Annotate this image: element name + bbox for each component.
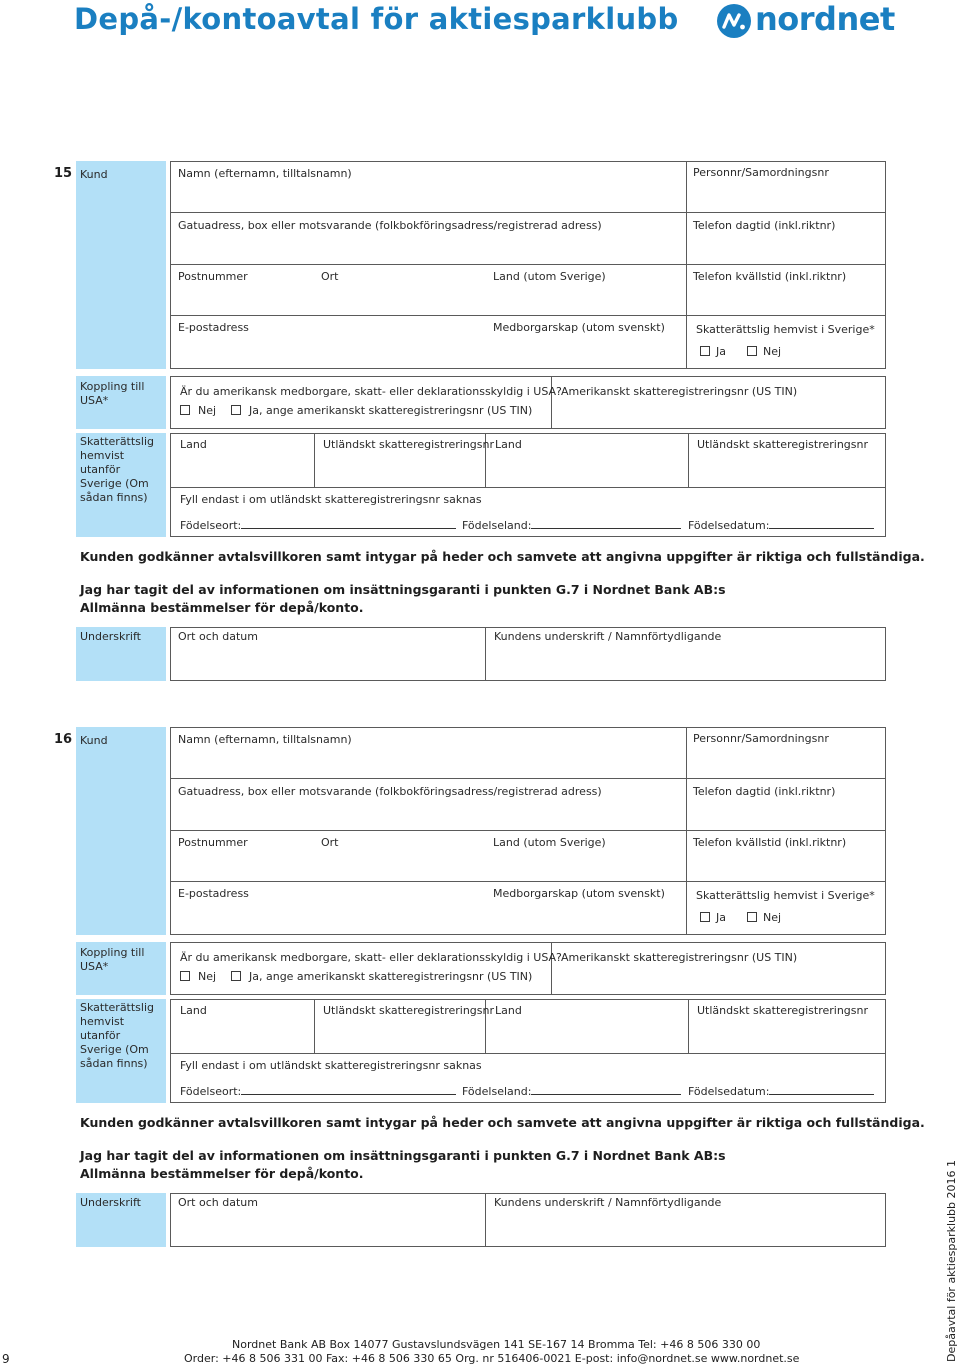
- foreign-land-1-field[interactable]: Land: [180, 1004, 207, 1017]
- usa-question: Är du amerikansk medborgare, skatt- eller deklarationsskyldig i USA?: [180, 951, 562, 964]
- guarantee-text-line1: Jag har tagit del av informationen om insättningsgaranti i punkten G.7 i Nordnet Bank AB:s: [80, 582, 726, 597]
- usa-nej-checkbox[interactable]: [180, 971, 190, 981]
- personnr-field[interactable]: Personnr/Samordningsnr: [693, 732, 829, 745]
- guarantee-text-line2: Allmänna bestämmelser för depå/konto.: [80, 600, 364, 615]
- section-16: [0, 566, 960, 1266]
- usa-ja-label: Ja, ange amerikanskt skatteregistreringsnr (US TIN): [249, 970, 533, 983]
- tax-resident-nej-checkbox[interactable]: [747, 346, 757, 356]
- footer-address: Nordnet Bank AB Box 14077 Gustavslundsvägen 141 SE-167 14 Bromma Tel: +46 8 506 330 00: [232, 1338, 761, 1351]
- citizenship-field[interactable]: Medborgarskap (utom svenskt): [493, 321, 665, 334]
- address-field[interactable]: Gatuadress, box eller motsvarande (folkbokföringsadress/registrerad adress): [178, 785, 602, 798]
- foreign-side-label: Skatterättslig hemvist utanför Sverige (Om sådan finns): [80, 435, 155, 504]
- tax-resident-label: Skatterättslig hemvist i Sverige*: [696, 323, 875, 336]
- customer-info-box: [170, 161, 886, 369]
- usa-ja-label: Ja, ange amerikanskt skatteregistreringsnr (US TIN): [249, 404, 533, 417]
- nordnet-wordmark: nordnet: [755, 0, 895, 38]
- foreign-land-2-field[interactable]: Land: [495, 1004, 522, 1017]
- kund-side-panel: [76, 727, 166, 935]
- usa-ja-checkbox[interactable]: [231, 971, 241, 981]
- section-number: 16: [54, 732, 73, 747]
- postnummer-field[interactable]: Postnummer: [178, 270, 248, 283]
- signature-field[interactable]: Kundens underskrift / Namnförtydligande: [494, 1196, 722, 1209]
- page-title: Depå-/kontoavtal för aktiesparklubb: [74, 2, 679, 36]
- foreign-land-1-field[interactable]: Land: [180, 438, 207, 451]
- postnummer-field[interactable]: Postnummer: [178, 836, 248, 849]
- usa-nej-label: Nej: [198, 404, 217, 417]
- place-date-field[interactable]: Ort och datum: [178, 1196, 258, 1209]
- place-date-field[interactable]: Ort och datum: [178, 630, 258, 643]
- usa-nej-checkbox[interactable]: [180, 405, 190, 415]
- personnr-field[interactable]: Personnr/Samordningsnr: [693, 166, 829, 179]
- phone-evening-field[interactable]: Telefon kvällstid (inkl.riktnr): [693, 836, 847, 849]
- signature-field[interactable]: Kundens underskrift / Namnförtydligande: [494, 630, 722, 643]
- kund-side-panel: [76, 161, 166, 369]
- address-field[interactable]: Gatuadress, box eller motsvarande (folkbokföringsadress/registrerad adress): [178, 219, 602, 232]
- fill-only-note: Fyll endast i om utländskt skatteregistreringsnr saknas: [180, 1059, 482, 1072]
- land-field[interactable]: Land (utom Sverige): [493, 836, 606, 849]
- birthdate-field[interactable]: Födelsedatum:: [688, 1084, 874, 1098]
- usa-question: Är du amerikansk medborgare, skatt- eller deklarationsskyldig i USA?: [180, 385, 562, 398]
- kund-label: Kund: [80, 734, 108, 747]
- name-field[interactable]: Namn (efternamn, tilltalsnamn): [178, 733, 352, 746]
- foreign-tin-2-field[interactable]: Utländskt skatteregistreringsnr: [697, 438, 869, 451]
- foreign-land-2-field[interactable]: Land: [495, 438, 522, 451]
- kund-label: Kund: [80, 168, 108, 181]
- signature-side-label: Underskrift: [80, 630, 141, 643]
- birthcountry-field[interactable]: Födelseland:: [462, 1084, 681, 1098]
- land-field[interactable]: Land (utom Sverige): [493, 270, 606, 283]
- nej-label: Nej: [763, 345, 782, 358]
- tax-resident-ja-checkbox[interactable]: [700, 346, 710, 356]
- usa-nej-label: Nej: [198, 970, 217, 983]
- name-field[interactable]: Namn (efternamn, tilltalsnamn): [178, 167, 352, 180]
- consent-text: Kunden godkänner avtalsvillkoren samt intygar på heder och samvete att angivna uppgifter är riktiga och fullständiga.: [80, 1115, 925, 1130]
- consent-text: Kunden godkänner avtalsvillkoren samt intygar på heder och samvete att angivna uppgifter är riktiga och fullständiga.: [80, 549, 925, 564]
- usa-ja-checkbox[interactable]: [231, 405, 241, 415]
- section-number: 15: [54, 166, 73, 181]
- usa-box: [170, 942, 886, 995]
- tax-resident-nej-checkbox[interactable]: [747, 912, 757, 922]
- ort-field[interactable]: Ort: [321, 270, 339, 283]
- birthplace-field[interactable]: Födelseort:: [180, 518, 456, 532]
- usa-side-label: Koppling till USA*: [80, 380, 145, 407]
- citizenship-field[interactable]: Medborgarskap (utom svenskt): [493, 887, 665, 900]
- birthdate-field[interactable]: Födelsedatum:: [688, 518, 874, 532]
- foreign-tin-1-field[interactable]: Utländskt skatteregistreringsnr: [323, 1004, 495, 1017]
- page-number: 9: [2, 1352, 10, 1366]
- ja-label: Ja: [716, 911, 726, 924]
- customer-info-box: [170, 727, 886, 935]
- phone-day-field[interactable]: Telefon dagtid (inkl.riktnr): [693, 785, 836, 798]
- us-tin-field[interactable]: Amerikanskt skatteregistreringsnr (US TIN): [561, 385, 798, 398]
- footer-contact: Order: +46 8 506 331 00 Fax: +46 8 506 330 65 Org. nr 516406-0021 E-post: info@nordnet.se www.nordnet.se: [184, 1352, 800, 1365]
- side-document-label: Depåavtal för aktiesparklubb 2016 1: [945, 1159, 958, 1362]
- signature-side-label: Underskrift: [80, 1196, 141, 1209]
- ja-label: Ja: [716, 345, 726, 358]
- birthcountry-field[interactable]: Födelseland:: [462, 518, 681, 532]
- tax-resident-label: Skatterättslig hemvist i Sverige*: [696, 889, 875, 902]
- nej-label: Nej: [763, 911, 782, 924]
- email-field[interactable]: E-postadress: [178, 887, 249, 900]
- birthplace-field[interactable]: Födelseort:: [180, 1084, 456, 1098]
- usa-side-label: Koppling till USA*: [80, 946, 145, 973]
- tax-resident-ja-checkbox[interactable]: [700, 912, 710, 922]
- foreign-side-label: Skatterättslig hemvist utanför Sverige (Om sådan finns): [80, 1001, 155, 1070]
- foreign-tin-1-field[interactable]: Utländskt skatteregistreringsnr: [323, 438, 495, 451]
- foreign-tin-2-field[interactable]: Utländskt skatteregistreringsnr: [697, 1004, 869, 1017]
- usa-box: [170, 376, 886, 429]
- email-field[interactable]: E-postadress: [178, 321, 249, 334]
- fill-only-note: Fyll endast i om utländskt skatteregistreringsnr saknas: [180, 493, 482, 506]
- phone-day-field[interactable]: Telefon dagtid (inkl.riktnr): [693, 219, 836, 232]
- guarantee-text-line1: Jag har tagit del av informationen om insättningsgaranti i punkten G.7 i Nordnet Bank AB:s: [80, 1148, 726, 1163]
- guarantee-text-line2: Allmänna bestämmelser för depå/konto.: [80, 1166, 364, 1181]
- us-tin-field[interactable]: Amerikanskt skatteregistreringsnr (US TIN): [561, 951, 798, 964]
- phone-evening-field[interactable]: Telefon kvällstid (inkl.riktnr): [693, 270, 847, 283]
- ort-field[interactable]: Ort: [321, 836, 339, 849]
